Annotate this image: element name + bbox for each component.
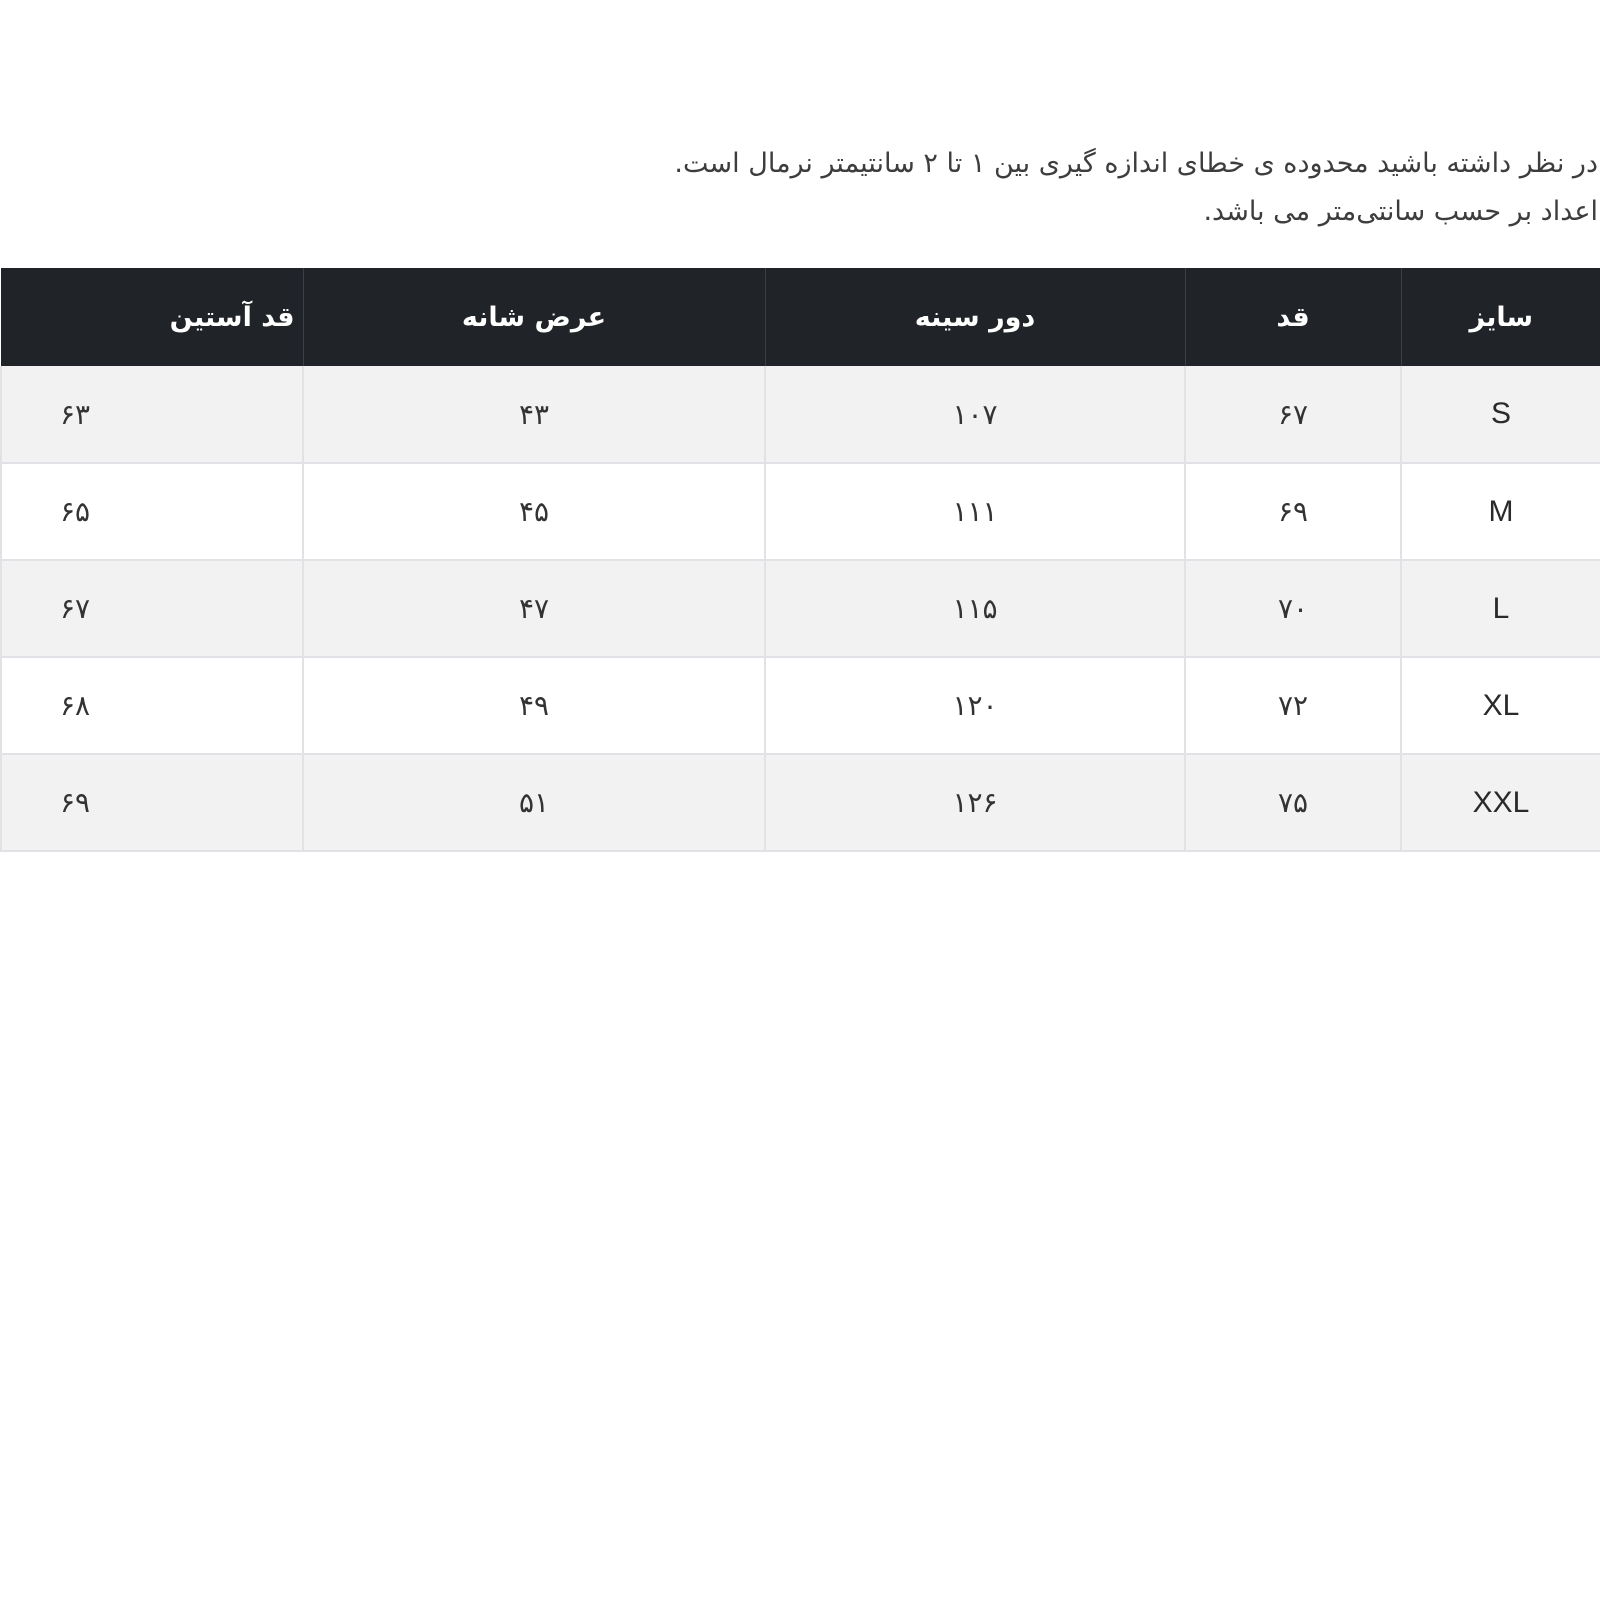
cell-size: L (1401, 560, 1600, 657)
cell-chest: ۱۰۷ (765, 366, 1185, 463)
header-height: قد (1185, 268, 1401, 366)
table-body (1, 366, 1600, 851)
measurement-notes (0, 140, 1600, 236)
cell-height: ۶۷ (1185, 366, 1401, 463)
cell-chest: ۱۱۵ (765, 560, 1185, 657)
cell-chest: ۱۲۶ (765, 754, 1185, 851)
table-row (1, 463, 1600, 560)
header-chest: دور سینه (765, 268, 1185, 366)
cell-shoulder: ۴۵ (303, 463, 765, 560)
cell-shoulder: ۴۳ (303, 366, 765, 463)
size-chart-table (0, 268, 1600, 852)
cell-height: ۶۹ (1185, 463, 1401, 560)
table-row (1, 657, 1600, 754)
cell-height: ۷۲ (1185, 657, 1401, 754)
table-row (1, 560, 1600, 657)
cell-shoulder: ۴۹ (303, 657, 765, 754)
cell-sleeve: ۶۸ (1, 657, 303, 754)
error-margin-note: در نظر داشته باشید محدوده ی خطای اندازه گیری بین ۱ تا ۲ سانتیمتر نرمال است. (674, 148, 1598, 179)
cell-size: M (1401, 463, 1600, 560)
cell-sleeve: ۶۷ (1, 560, 303, 657)
cell-shoulder: ۴۷ (303, 560, 765, 657)
cell-chest: ۱۱۱ (765, 463, 1185, 560)
units-note: اعداد بر حسب سانتی‌متر می باشد. (1203, 196, 1598, 227)
cell-shoulder: ۵۱ (303, 754, 765, 851)
cell-sleeve: ۶۳ (1, 366, 303, 463)
cell-chest: ۱۲۰ (765, 657, 1185, 754)
cell-size: S (1401, 366, 1600, 463)
table-row (1, 366, 1600, 463)
table-header (1, 268, 1600, 366)
cell-size: XXL (1401, 754, 1600, 851)
cell-sleeve: ۶۵ (1, 463, 303, 560)
cell-height: ۷۰ (1185, 560, 1401, 657)
header-size: سایز (1401, 268, 1600, 366)
table-row (1, 754, 1600, 851)
header-shoulder: عرض شانه (303, 268, 765, 366)
cell-height: ۷۵ (1185, 754, 1401, 851)
cell-size: XL (1401, 657, 1600, 754)
header-sleeve: قد آستین (1, 268, 303, 366)
cell-sleeve: ۶۹ (1, 754, 303, 851)
header-row (1, 268, 1600, 366)
